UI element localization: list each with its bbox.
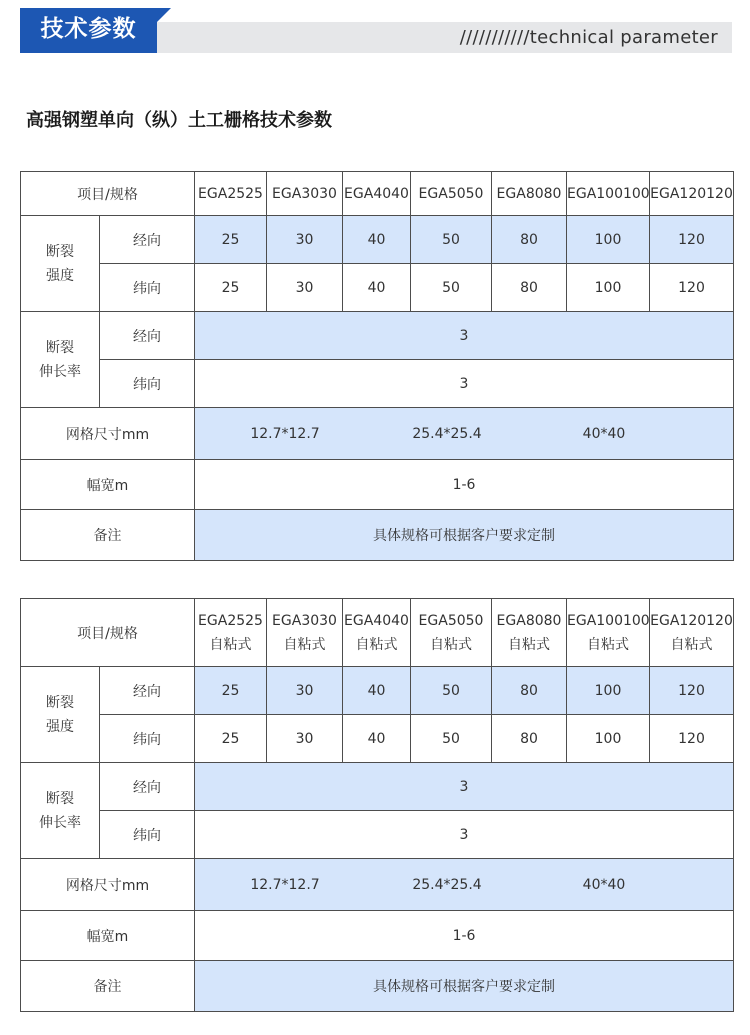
width-value: 1-6 [195,911,734,961]
mesh-label: 网格尺寸mm [21,859,195,911]
weft-label: 纬向 [100,715,195,763]
model-name: EGA2525 [198,612,263,629]
banner-subtitle: ///////////technical parameter [459,27,718,48]
model-cell [650,599,734,667]
label-line: 断裂 [46,339,74,356]
table-row [21,911,734,961]
table-row [21,859,734,911]
model-suffix: 自粘式 [355,636,398,653]
value-cell: 25 [195,667,267,715]
banner-corner [157,8,171,22]
mesh-values [195,408,734,460]
page-title: 高强钢塑单向（纵）土工栅格技术参数 [26,110,332,131]
model-name: EGA120120 [650,612,733,629]
mesh-value: 12.7*12.7 [250,425,320,442]
model-cell: EGA120120 [650,172,734,216]
value-cell: 40 [343,667,411,715]
value-cell: 30 [267,667,343,715]
remark-label: 备注 [21,961,195,1012]
value-cell: 3 [195,763,734,811]
elongation-label [21,312,100,408]
model-name: EGA8080 [496,612,562,629]
value-cell: 3 [195,312,734,360]
spec-table [20,171,734,561]
label-line: 断裂 [46,790,74,807]
header-label: 项目/规格 [21,172,195,216]
banner-title: 技术参数 [20,8,157,53]
header-label: 项目/规格 [21,599,195,667]
model-cell: EGA100100 [567,172,650,216]
model-name: EGA4040 [344,612,409,629]
value-cell: 100 [567,216,650,264]
table-header-row [21,599,734,667]
value-cell: 80 [492,715,567,763]
label-line: 伸长率 [39,814,81,831]
mesh-value: 40*40 [582,425,626,442]
model-cell [267,599,343,667]
value-cell: 120 [650,667,734,715]
warp-label: 经向 [100,667,195,715]
model-name: EGA5050 [418,612,484,629]
width-label: 幅宽m [21,911,195,961]
mesh-values [195,859,734,911]
section-banner [20,8,732,53]
breaking-strength-label [21,216,100,312]
table-row [21,667,734,715]
weft-label: 纬向 [100,360,195,408]
mesh-value: 40*40 [582,876,626,893]
value-cell: 30 [267,264,343,312]
value-cell: 50 [411,667,492,715]
value-cell: 50 [411,216,492,264]
table-row [21,264,734,312]
value-cell: 120 [650,264,734,312]
table-row [21,408,734,460]
mesh-value: 12.7*12.7 [250,876,320,893]
value-cell: 25 [195,264,267,312]
remark-label: 备注 [21,510,195,561]
elongation-label [21,763,100,859]
model-cell [411,599,492,667]
value-cell: 120 [650,715,734,763]
mesh-label: 网格尺寸mm [21,408,195,460]
remark-value: 具体规格可根据客户要求定制 [195,510,734,561]
table-row [21,460,734,510]
value-cell: 25 [195,216,267,264]
model-cell [343,599,411,667]
model-cell: EGA4040 [343,172,411,216]
warp-label: 经向 [100,312,195,360]
model-suffix: 自粘式 [670,636,713,653]
width-value: 1-6 [195,460,734,510]
table-row [21,312,734,360]
table-row [21,510,734,561]
value-cell: 50 [411,264,492,312]
model-cell: EGA2525 [195,172,267,216]
value-cell: 30 [267,715,343,763]
value-cell: 80 [492,667,567,715]
model-cell [492,599,567,667]
model-cell [195,599,267,667]
value-cell: 3 [195,811,734,859]
value-cell: 40 [343,216,411,264]
value-cell: 3 [195,360,734,408]
mesh-value: 25.4*25.4 [412,425,482,442]
model-suffix: 自粘式 [209,636,252,653]
table-row [21,715,734,763]
model-suffix: 自粘式 [508,636,550,653]
table-row [21,763,734,811]
weft-label: 纬向 [100,264,195,312]
value-cell: 40 [343,715,411,763]
label-line: 断裂 [46,243,74,260]
value-cell: 40 [343,264,411,312]
model-suffix: 自粘式 [430,636,472,653]
label-line: 伸长率 [39,363,81,380]
warp-label: 经向 [100,763,195,811]
weft-label: 纬向 [100,811,195,859]
warp-label: 经向 [100,216,195,264]
model-cell: EGA8080 [492,172,567,216]
label-line: 强度 [46,267,74,284]
model-cell: EGA3030 [267,172,343,216]
value-cell: 30 [267,216,343,264]
remark-value: 具体规格可根据客户要求定制 [195,961,734,1012]
value-cell: 80 [492,264,567,312]
model-cell [567,599,650,667]
value-cell: 100 [567,667,650,715]
table-header-row [21,172,734,216]
table-row [21,811,734,859]
label-line: 强度 [46,718,74,735]
spec-table [20,598,734,1012]
model-name: EGA3030 [272,612,337,629]
value-cell: 100 [567,715,650,763]
table-row [21,216,734,264]
mesh-value: 25.4*25.4 [412,876,482,893]
model-cell: EGA5050 [411,172,492,216]
value-cell: 120 [650,216,734,264]
value-cell: 50 [411,715,492,763]
model-suffix: 自粘式 [587,636,629,653]
width-label: 幅宽m [21,460,195,510]
value-cell: 100 [567,264,650,312]
model-suffix: 自粘式 [283,636,326,653]
value-cell: 25 [195,715,267,763]
breaking-strength-label [21,667,100,763]
model-name: EGA100100 [567,612,650,629]
label-line: 断裂 [46,694,74,711]
table-row [21,360,734,408]
value-cell: 80 [492,216,567,264]
table-row [21,961,734,1012]
